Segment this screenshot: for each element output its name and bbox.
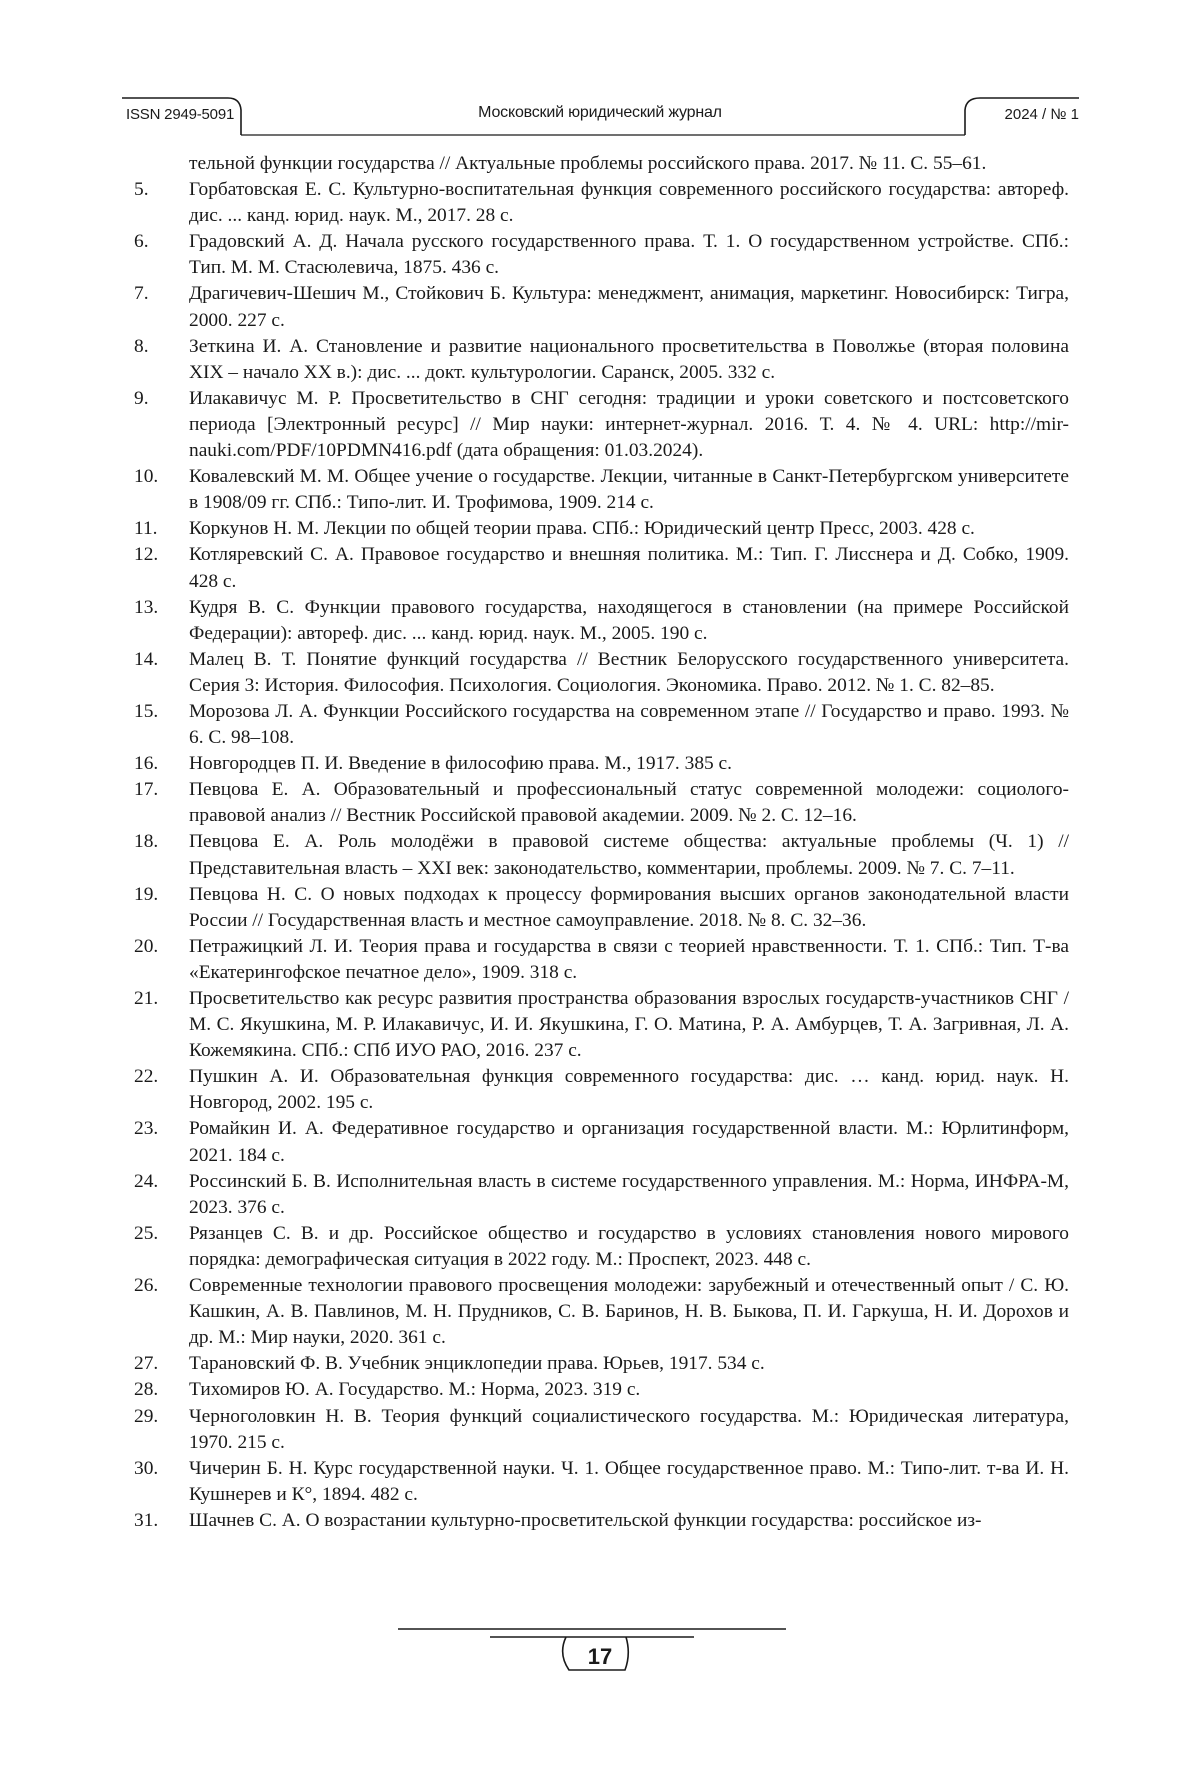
issue-label: 2024 / № 1 [1004, 106, 1079, 123]
reference-text: Кудря В. С. Функции правового государства, находящегося в становлении (на примере Российской Федерации): автореф. дис. ... канд. юрид. наук. М., 2005. 190 с. [189, 596, 1069, 644]
reference-text: Илакавичус М. Р. Просветительство в СНГ сегодня: традиции и уроки советского и постсоветского периода [Электронный ресурс] // Мир науки: интернет-журнал. 2016. Т. 4. № 4. URL: http://mir-nauki.com/PDF/10PDMN416.pdf (дата обращения: 01.03.2024). [189, 387, 1069, 462]
reference-text: Современные технологии правового просвещения молодежи: зарубежный и отечественный опыт / С. Ю. Кашкин, А. В. Павлинов, М. Н. Прудников, С. В. Баринов, Н. В. Быкова, П. И. Гаркуша, Н. И. Дорохов и др. М.: Мир науки, 2020. 361 с. [189, 1275, 1069, 1349]
reference-item [121, 1404, 1069, 1456]
reference-number-cell [121, 986, 167, 1064]
reference-text: Певцова Е. А. Роль молодёжи в правовой системе общества: актуальные проблемы (Ч. 1) // Представительная власть – XXI век: законодательство, комментарии, проблемы. 2009. № 7. С. 7–11. [189, 831, 1069, 879]
reference-text: Тарановский Ф. В. Учебник энциклопедии права. Юрьев, 1917. 534 с. [189, 1353, 765, 1375]
reference-number: 24. [134, 1170, 159, 1192]
reference-number: 31. [134, 1509, 159, 1531]
reference-number: 28. [134, 1379, 159, 1401]
reference-text: Пушкин А. И. Образовательная функция современного государства: дис. … канд. юрид. наук. Н. Новгород, 2002. 195 с. [189, 1066, 1069, 1114]
reference-number: 22. [134, 1066, 159, 1088]
reference-text: Новгородцев П. И. Введение в философию права. М., 1917. 385 с. [189, 753, 733, 775]
reference-text: Ковалевский М. М. Общее учение о государстве. Лекции, читанные в Санкт-Петербургском университете в 1908/09 гг. СПб.: Типо-лит. И. Трофимова, 1909. 214 с. [189, 466, 1069, 514]
issn-label: ISSN 2949-5091 [126, 106, 235, 123]
reference-number-cell [121, 229, 167, 281]
reference-text: Черноголовкин Н. В. Теория функций социалистического государства. М.: Юридическая литература, 1970. 215 с. [189, 1405, 1069, 1453]
reference-text: Рязанцев С. В. и др. Российское общество и государство в условиях становления нового мирового порядка: демографическая ситуация в 2022 году. М.: Проспект, 2023. 448 с. [189, 1222, 1069, 1270]
reference-number: 16. [134, 753, 159, 775]
reference-number-cell [121, 699, 167, 751]
reference-text: Горбатовская Е. С. Культурно-воспитательная функция современного российского государства: автореф. дис. ... канд. юрид. наук. М., 2017. 28 с. [189, 179, 1069, 227]
reference-item [121, 1116, 1069, 1168]
reference-item [121, 464, 1069, 516]
page-number: 17 [587, 1644, 613, 1669]
reference-number: 6. [134, 231, 149, 253]
reference-number-cell [121, 334, 167, 386]
reference-number: 27. [134, 1353, 159, 1375]
reference-text: Шачнев С. А. О возрастании культурно-просветительской функции государства: российское из- [189, 1509, 982, 1531]
reference-number: 8. [134, 335, 149, 357]
reference-number: 30. [134, 1457, 159, 1479]
reference-number-cell [121, 464, 167, 516]
reference-number-cell [121, 1221, 167, 1273]
reference-number: 7. [134, 283, 149, 305]
reference-number: 5. [134, 179, 149, 201]
reference-item [121, 1221, 1069, 1273]
reference-number-cell [121, 829, 167, 881]
reference-text: Коркунов Н. М. Лекции по общей теории права. СПб.: Юридический центр Пресс, 2003. 428 с. [189, 518, 975, 540]
reference-number-cell [121, 177, 167, 229]
reference-text: Тихомиров Ю. А. Государство. М.: Норма, 2023. 319 с. [189, 1379, 641, 1401]
reference-text: Зеткина И. А. Становление и развитие национального просветительства в Поволжье (вторая половина XIX – начало XX в.): дис. ... докт. культурологии. Саранск, 2005. 332 с. [189, 335, 1069, 383]
reference-number-cell [121, 777, 167, 829]
reference-item [121, 177, 1069, 229]
reference-number: 25. [134, 1222, 159, 1244]
reference-number: 26. [134, 1275, 159, 1297]
reference-item [121, 934, 1069, 986]
reference-text: Ромайкин И. А. Федеративное государство и организация государственной власти. М.: Юрлитинформ, 2021. 184 с. [189, 1118, 1069, 1166]
reference-text: тельной функции государства // Актуальные проблемы российского права. 2017. № 11. С. 55–61. [189, 153, 987, 174]
reference-number: 14. [134, 648, 159, 670]
reference-item [121, 334, 1069, 386]
journal-title: Московский юридический журнал [478, 104, 722, 121]
reference-number-cell [121, 281, 167, 333]
reference-text: Котляревский С. А. Правовое государство и внешняя политика. М.: Тип. Г. Лисснера и Д. Собко, 1909. 428 с. [189, 544, 1069, 592]
reference-number-cell [121, 542, 167, 594]
reference-item [121, 1064, 1069, 1116]
reference-number: 11. [134, 518, 158, 540]
reference-item [121, 1351, 1069, 1377]
reference-number: 15. [134, 700, 159, 722]
reference-item [121, 516, 1069, 542]
reference-item [121, 1456, 1069, 1508]
reference-item [121, 386, 1069, 464]
reference-continuation [121, 151, 1069, 177]
reference-item [121, 1377, 1069, 1403]
reference-number: 21. [134, 988, 159, 1009]
reference-item [121, 699, 1069, 751]
reference-text: Просветительство как ресурс развития пространства образования взрослых государств-участников СНГ / М. С. Якушкина, М. Р. Илакавичус, И. И. Якушкина, Г. О. Матина, Р. А. Амбурцев, Т. А. Загривная, Л. А. Кожемякина. СПб.: СПб ИУО РАО, 2016. 237 с. [189, 988, 1069, 1062]
reference-number: 12. [134, 544, 159, 566]
reference-number-cell [121, 516, 167, 542]
reference-text: Морозова Л. А. Функции Российского государства на современном этапе // Государство и право. 1993. № 6. С. 98–108. [189, 700, 1069, 749]
reference-number: 23. [134, 1118, 159, 1140]
reference-item [121, 1169, 1069, 1221]
reference-text: Чичерин Б. Н. Курс государственной науки. Ч. 1. Общее государственное право. М.: Типо-лит. т-ва И. Н. Кушнерев и К°, 1894. 482 с. [189, 1457, 1069, 1505]
reference-number: 19. [134, 883, 159, 905]
reference-item [121, 777, 1069, 829]
footer-frame [0, 1620, 1200, 1720]
reference-text: Певцова Е. А. Образовательный и профессиональный статус современной молодежи: социолого-правовой анализ // Вестник Российской правовой академии. 2009. № 2. С. 12–16. [189, 779, 1069, 827]
reference-number: 10. [134, 466, 159, 488]
reference-text: Петражицкий Л. И. Теория права и государства в связи с теорией нравственности. Т. 1. СПб.: Тип. Т-ва «Екатерингофское печатное дело», 1909. 318 с. [189, 935, 1069, 983]
reference-number: 18. [134, 831, 159, 853]
reference-number: 20. [134, 935, 159, 957]
reference-text: Россинский Б. В. Исполнительная власть в системе государственного управления. М.: Норма, ИНФРА-М, 2023. 376 с. [189, 1170, 1069, 1218]
reference-text: Малец В. Т. Понятие функций государства // Вестник Белорусского государственного университета. Серия 3: История. Философия. Психология. Социология. Экономика. Право. 2012. № 1. С. 82–85. [189, 648, 1069, 696]
reference-number-cell [121, 595, 167, 647]
reference-number-cell [121, 386, 167, 464]
reference-item [121, 1508, 1069, 1534]
reference-number-cell [121, 882, 167, 934]
reference-number: 13. [134, 596, 159, 618]
reference-number-cell [121, 1351, 167, 1377]
reference-text: Драгичевич-Шешич М., Стойкович Б. Культура: менеджмент, анимация, маркетинг. Новосибирск: Тигра, 2000. 227 с. [189, 283, 1069, 331]
header-frame [0, 0, 1200, 160]
reference-number: 29. [134, 1405, 159, 1427]
reference-number-cell [121, 1273, 167, 1351]
reference-number: 17. [134, 779, 159, 801]
reference-text: Певцова Н. С. О новых подходах к процессу формирования высших органов законодательной власти России // Государственная власть и местное самоуправление. 2018. № 8. С. 32–36. [189, 883, 1069, 931]
reference-item [121, 751, 1069, 777]
reference-item [121, 986, 1069, 1064]
reference-item [121, 542, 1069, 594]
reference-number-cell [121, 1404, 167, 1456]
reference-number-cell [121, 647, 167, 699]
reference-list [121, 151, 1069, 1534]
reference-item [121, 595, 1069, 647]
reference-number-cell [121, 1508, 167, 1534]
reference-text: Градовский А. Д. Начала русского государственного права. Т. 1. О государственном устройстве. СПб.: Тип. М. М. Стасюлевича, 1875. 436 с. [189, 231, 1069, 279]
reference-number-cell [121, 1116, 167, 1168]
reference-item [121, 229, 1069, 281]
reference-number-cell [121, 1169, 167, 1221]
reference-item [121, 829, 1069, 881]
reference-number-cell [121, 1064, 167, 1116]
reference-item [121, 647, 1069, 699]
reference-number: 9. [134, 387, 149, 409]
reference-item [121, 1273, 1069, 1351]
reference-number-cell [121, 751, 167, 777]
reference-number-cell [121, 934, 167, 986]
reference-number-cell [121, 1456, 167, 1508]
reference-number-cell [121, 1377, 167, 1403]
reference-item [121, 281, 1069, 333]
reference-item [121, 882, 1069, 934]
